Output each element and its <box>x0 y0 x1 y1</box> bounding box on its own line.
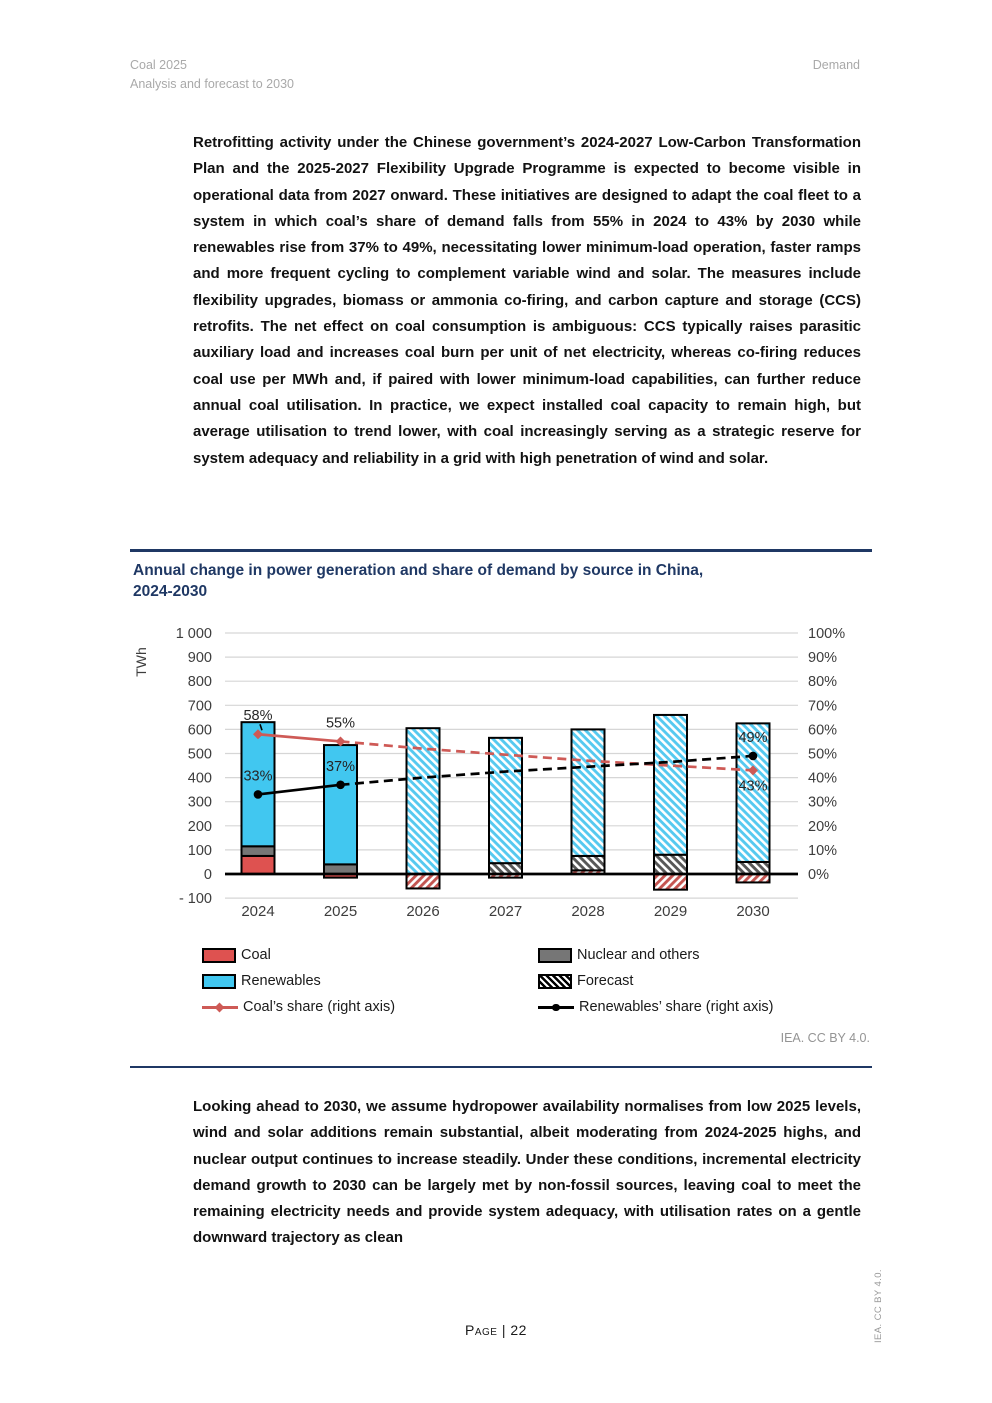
svg-text:100%: 100% <box>808 626 846 642</box>
legend-swatch <box>202 1000 238 1014</box>
figure-bottom-rule <box>130 1066 872 1068</box>
svg-text:0: 0 <box>203 867 212 883</box>
figure-title <box>133 561 833 602</box>
svg-text:37%: 37% <box>325 758 356 775</box>
svg-text:400: 400 <box>187 770 212 787</box>
legend-item-forecast <box>538 971 842 991</box>
svg-text:30%: 30% <box>808 794 838 811</box>
svg-text:70%: 70% <box>808 698 838 715</box>
svg-text:49%: 49% <box>738 729 768 746</box>
bar-segment-2026-0 <box>407 874 440 888</box>
legend-item-renewables <box>202 971 538 991</box>
left-axis-unit: TWh <box>133 647 149 677</box>
svg-text:2024: 2024 <box>241 903 275 920</box>
figure-title-line1: Annual change in power generation and share of demand by source in China, <box>133 562 704 579</box>
svg-text:2025: 2025 <box>323 903 358 920</box>
svg-text:43%: 43% <box>738 778 768 795</box>
paragraph-outlook: Looking ahead to 2030, we assume hydropower availability normalises from low 2025 levels, wind and solar additions remain substantial, albeit moderating from 2024-2025 highs, and nuclear output continues to increase steadily. Under these conditions, incremental electricity demand growth to 2030 can be largely met by non-fossil sources, leaving coal to meet the remaining electricity needs and provide system adequacy, with utilisation rates on a gentle downward trajectory as clean <box>193 1098 861 1247</box>
chapter-label: Demand <box>812 58 860 72</box>
bar-segment-2028-2 <box>572 729 605 856</box>
running-title-line1: Coal 2025 <box>130 58 187 72</box>
bar-segment-2024-1 <box>242 846 275 856</box>
circle-marker <box>749 752 758 761</box>
svg-text:2029: 2029 <box>653 903 688 920</box>
legend-label: Forecast <box>577 973 634 989</box>
legend-item-coal-s-share-right-axis <box>202 997 538 1017</box>
svg-text:700: 700 <box>187 698 212 715</box>
svg-text:1 000: 1 000 <box>175 626 212 642</box>
bars <box>242 715 770 890</box>
legend-swatch <box>202 974 236 989</box>
svg-text:500: 500 <box>187 746 212 763</box>
figure-block <box>130 549 872 1071</box>
svg-text:2026: 2026 <box>406 903 440 920</box>
svg-text:80%: 80% <box>808 674 838 691</box>
figure-title-line2: 2024-2030 <box>133 582 208 600</box>
svg-text:2028: 2028 <box>571 903 605 920</box>
svg-text:60%: 60% <box>808 722 838 739</box>
legend-label: Nuclear and others <box>577 947 700 963</box>
svg-text:10%: 10% <box>808 842 838 859</box>
svg-text:2027: 2027 <box>488 903 523 920</box>
circle-marker <box>336 781 345 790</box>
figure-top-rule <box>130 549 872 552</box>
svg-text:- 100: - 100 <box>178 891 212 908</box>
legend-item-renewables-share-right-axis <box>538 997 842 1017</box>
side-license-note: IEA. CC BY 4.0. <box>873 1269 884 1343</box>
page-header <box>130 56 860 94</box>
svg-text:50%: 50% <box>808 746 838 763</box>
bar-segment-2029-2 <box>654 715 687 855</box>
svg-text:33%: 33% <box>243 768 273 785</box>
bar-segment-2029-0 <box>654 874 687 890</box>
svg-text:800: 800 <box>187 674 212 691</box>
running-title-line2: Analysis and forecast to 2030 <box>130 77 294 91</box>
bar-segment-2029-1 <box>654 855 687 874</box>
bar-segment-2027-1 <box>489 863 522 874</box>
svg-text:55%: 55% <box>325 715 356 732</box>
svg-text:0%: 0% <box>808 867 829 883</box>
svg-text:2030: 2030 <box>736 903 770 920</box>
circle-marker <box>254 790 263 799</box>
figure-credit: IEA. CC BY 4.0. <box>780 1031 870 1045</box>
page-number: Page | 22 <box>465 1322 527 1338</box>
legend-swatch <box>538 1000 574 1014</box>
legend-swatch <box>538 948 572 963</box>
bar-segment-2030-1 <box>737 862 770 874</box>
legend-label: Renewables <box>241 973 321 989</box>
svg-text:200: 200 <box>187 818 212 835</box>
bar-segment-2025-1 <box>324 864 357 874</box>
legend-label: Coal <box>241 947 271 963</box>
combo-chart <box>130 615 872 947</box>
legend-item-nuclear-and-others <box>538 945 842 965</box>
svg-text:100: 100 <box>187 842 212 859</box>
svg-text:40%: 40% <box>808 770 838 787</box>
svg-text:58%: 58% <box>243 708 273 725</box>
svg-text:300: 300 <box>187 794 212 811</box>
running-title <box>130 56 294 94</box>
legend-item-coal <box>202 945 538 965</box>
legend-swatch <box>538 974 572 989</box>
paragraph-retrofitting: Retrofitting activity under the Chinese government’s 2024-2027 Low-Carbon Transformation Plan and the 2025-2027 Flexibility Upgrade Programme is expected to become visible in operational data from 2027 onward. These initiatives are designed to adapt the coal fleet to a system in which coal’s share of demand falls from 55% in 2024 to 43% by 2030 while renewables rise from 37% to 49%, necessitating lower minimum-load operation, faster ramps and more frequent cycling to complement variable wind and solar. The measures include flexibility upgrades, biomass or ammonia co-firing, and carbon capture and storage (CCS) retrofits. The net effect on coal consumption is ambiguous: CCS typically raises parasitic auxiliary load and increases coal burn per unit of net electricity, whereas co-firing reduces coal use per MWh and, if paired with lower minimum-load capabilities, can further reduce annual coal utilisation. In practice, we expect installed coal capacity to remain high, but average utilisation to trend lower, with coal increasingly serving as a strategic reserve for system adequacy and reliability in a grid with high penetration of wind and solar. <box>193 134 861 467</box>
svg-text:90%: 90% <box>808 650 838 667</box>
svg-text:600: 600 <box>187 722 212 739</box>
bar-segment-2024-0 <box>242 856 275 874</box>
legend-label: Coal’s share (right axis) <box>243 999 396 1015</box>
svg-text:900: 900 <box>187 650 212 667</box>
svg-text:20%: 20% <box>808 818 838 835</box>
legend-swatch <box>202 948 236 963</box>
bar-segment-2028-1 <box>572 856 605 870</box>
legend-label: Renewables’ share (right axis) <box>579 999 774 1015</box>
chart-legend <box>202 945 842 1017</box>
